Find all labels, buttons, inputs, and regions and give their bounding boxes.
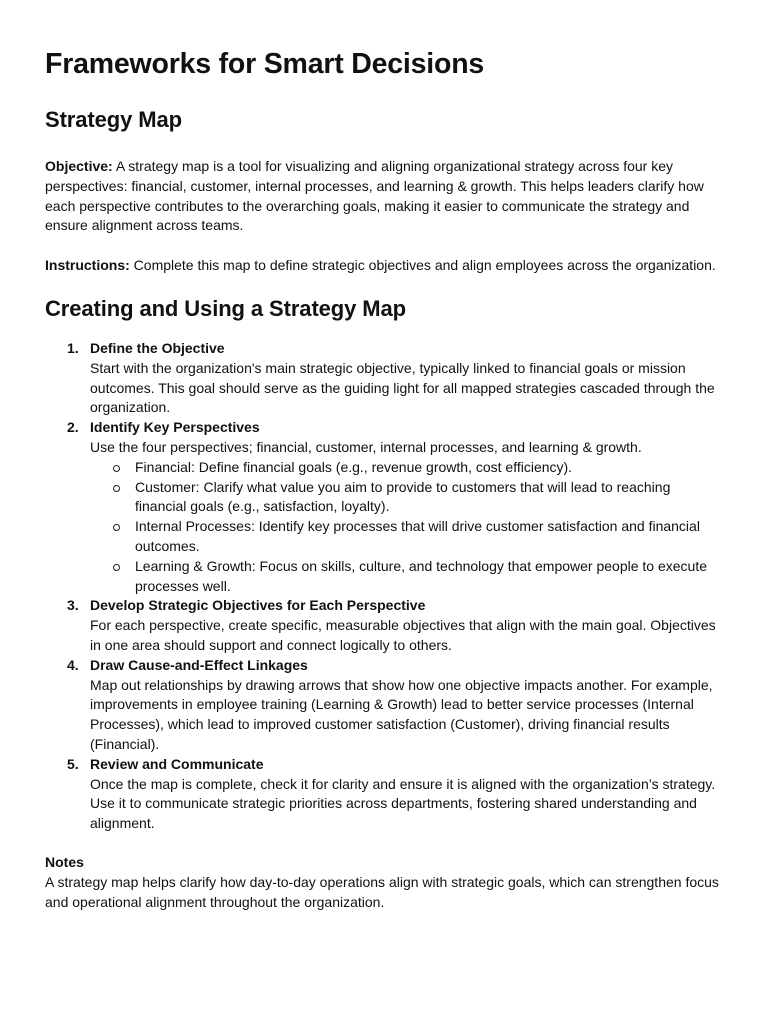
hollow-circle-bullet-icon xyxy=(113,564,120,571)
step-item xyxy=(45,339,723,418)
step-number: 3. xyxy=(67,597,79,614)
perspective-item-customer xyxy=(90,478,723,518)
perspective-text: Internal Processes: Identify key processes that will drive customer satisfaction and financial outcomes. xyxy=(135,518,700,554)
step-item xyxy=(45,596,723,655)
step-item xyxy=(45,656,723,755)
step-title: Draw Cause-and-Effect Linkages xyxy=(90,656,308,673)
step-item xyxy=(45,418,723,596)
strategy-map-heading: Strategy Map xyxy=(45,107,182,132)
step-number: 4. xyxy=(67,656,79,673)
instructions-paragraph xyxy=(45,256,723,276)
step-title: Review and Communicate xyxy=(90,755,264,772)
perspective-list xyxy=(90,458,723,597)
notes-text: A strategy map helps clarify how day-to-day operations align with strategic goals, which can strengthen focus and operational alignment throughout the organization. xyxy=(45,873,719,910)
step-description: Map out relationships by drawing arrows that show how one objective impacts another. For example, improvements in employee training (Learning & Growth) lead to better service processes (Internal Processes), which lead to improved customer satisfaction (Customer), driving financial results (Financial). xyxy=(90,676,713,752)
step-description: Once the map is complete, check it for clarity and ensure it is aligned with the organization’s strategy. Use it to communicate strategic priorities across departments, fostering shared understanding and alignment. xyxy=(90,775,716,832)
step-title: Identify Key Perspectives xyxy=(90,419,260,436)
objective-paragraph xyxy=(45,157,723,236)
perspective-item-financial xyxy=(90,458,723,478)
step-title: Define the Objective xyxy=(90,339,225,356)
instructions-text: Complete this map to define strategic objectives and align employees across the organization. xyxy=(133,257,716,274)
instructions-label: Instructions: xyxy=(45,257,130,274)
steps-list xyxy=(45,339,723,834)
objective-text: A strategy map is a tool for visualizing and aligning organizational strategy across four key perspectives: financial, customer, internal processes, and learning & growth. This helps leaders clarify how each perspective contributes to the overarching goals, making it easier to communicate the strategy and ensure alignment across teams. xyxy=(45,158,704,234)
step-number: 2. xyxy=(67,419,79,436)
step-item xyxy=(45,755,723,834)
step-number: 1. xyxy=(67,339,79,356)
perspective-text: Learning & Growth: Focus on skills, culture, and technology that empower people to execute processes well. xyxy=(135,557,707,594)
perspective-item-internal-processes xyxy=(90,517,723,557)
perspective-item-learning-growth xyxy=(90,557,723,597)
step-description: For each perspective, create specific, measurable objectives that align with the main goal. Objectives in one area should support and connect logically to others. xyxy=(90,617,716,653)
objective-label: Objective: xyxy=(45,158,113,174)
step-description: Start with the organization's main strategic objective, typically linked to financial goals or mission outcomes. This goal should serve as the guiding light for all mapped strategies cascaded through the organization. xyxy=(90,359,715,416)
step-description: Use the four perspectives; financial, customer, internal processes, and learning & growth. xyxy=(90,438,642,455)
step-title: Develop Strategic Objectives for Each Perspective xyxy=(90,597,426,614)
perspective-text: Customer: Clarify what value you aim to provide to customers that will lead to reaching financial goals (e.g., satisfaction, loyalty). xyxy=(135,478,671,515)
perspective-text: Financial: Define financial goals (e.g., revenue growth, cost efficiency). xyxy=(135,458,573,475)
hollow-circle-bullet-icon xyxy=(113,465,120,472)
hollow-circle-bullet-icon xyxy=(113,524,120,531)
step-number: 5. xyxy=(67,755,79,772)
creating-heading: Creating and Using a Strategy Map xyxy=(45,295,406,321)
page-title: Frameworks for Smart Decisions xyxy=(45,48,485,80)
hollow-circle-bullet-icon xyxy=(113,485,120,492)
notes-heading: Notes xyxy=(45,853,84,870)
